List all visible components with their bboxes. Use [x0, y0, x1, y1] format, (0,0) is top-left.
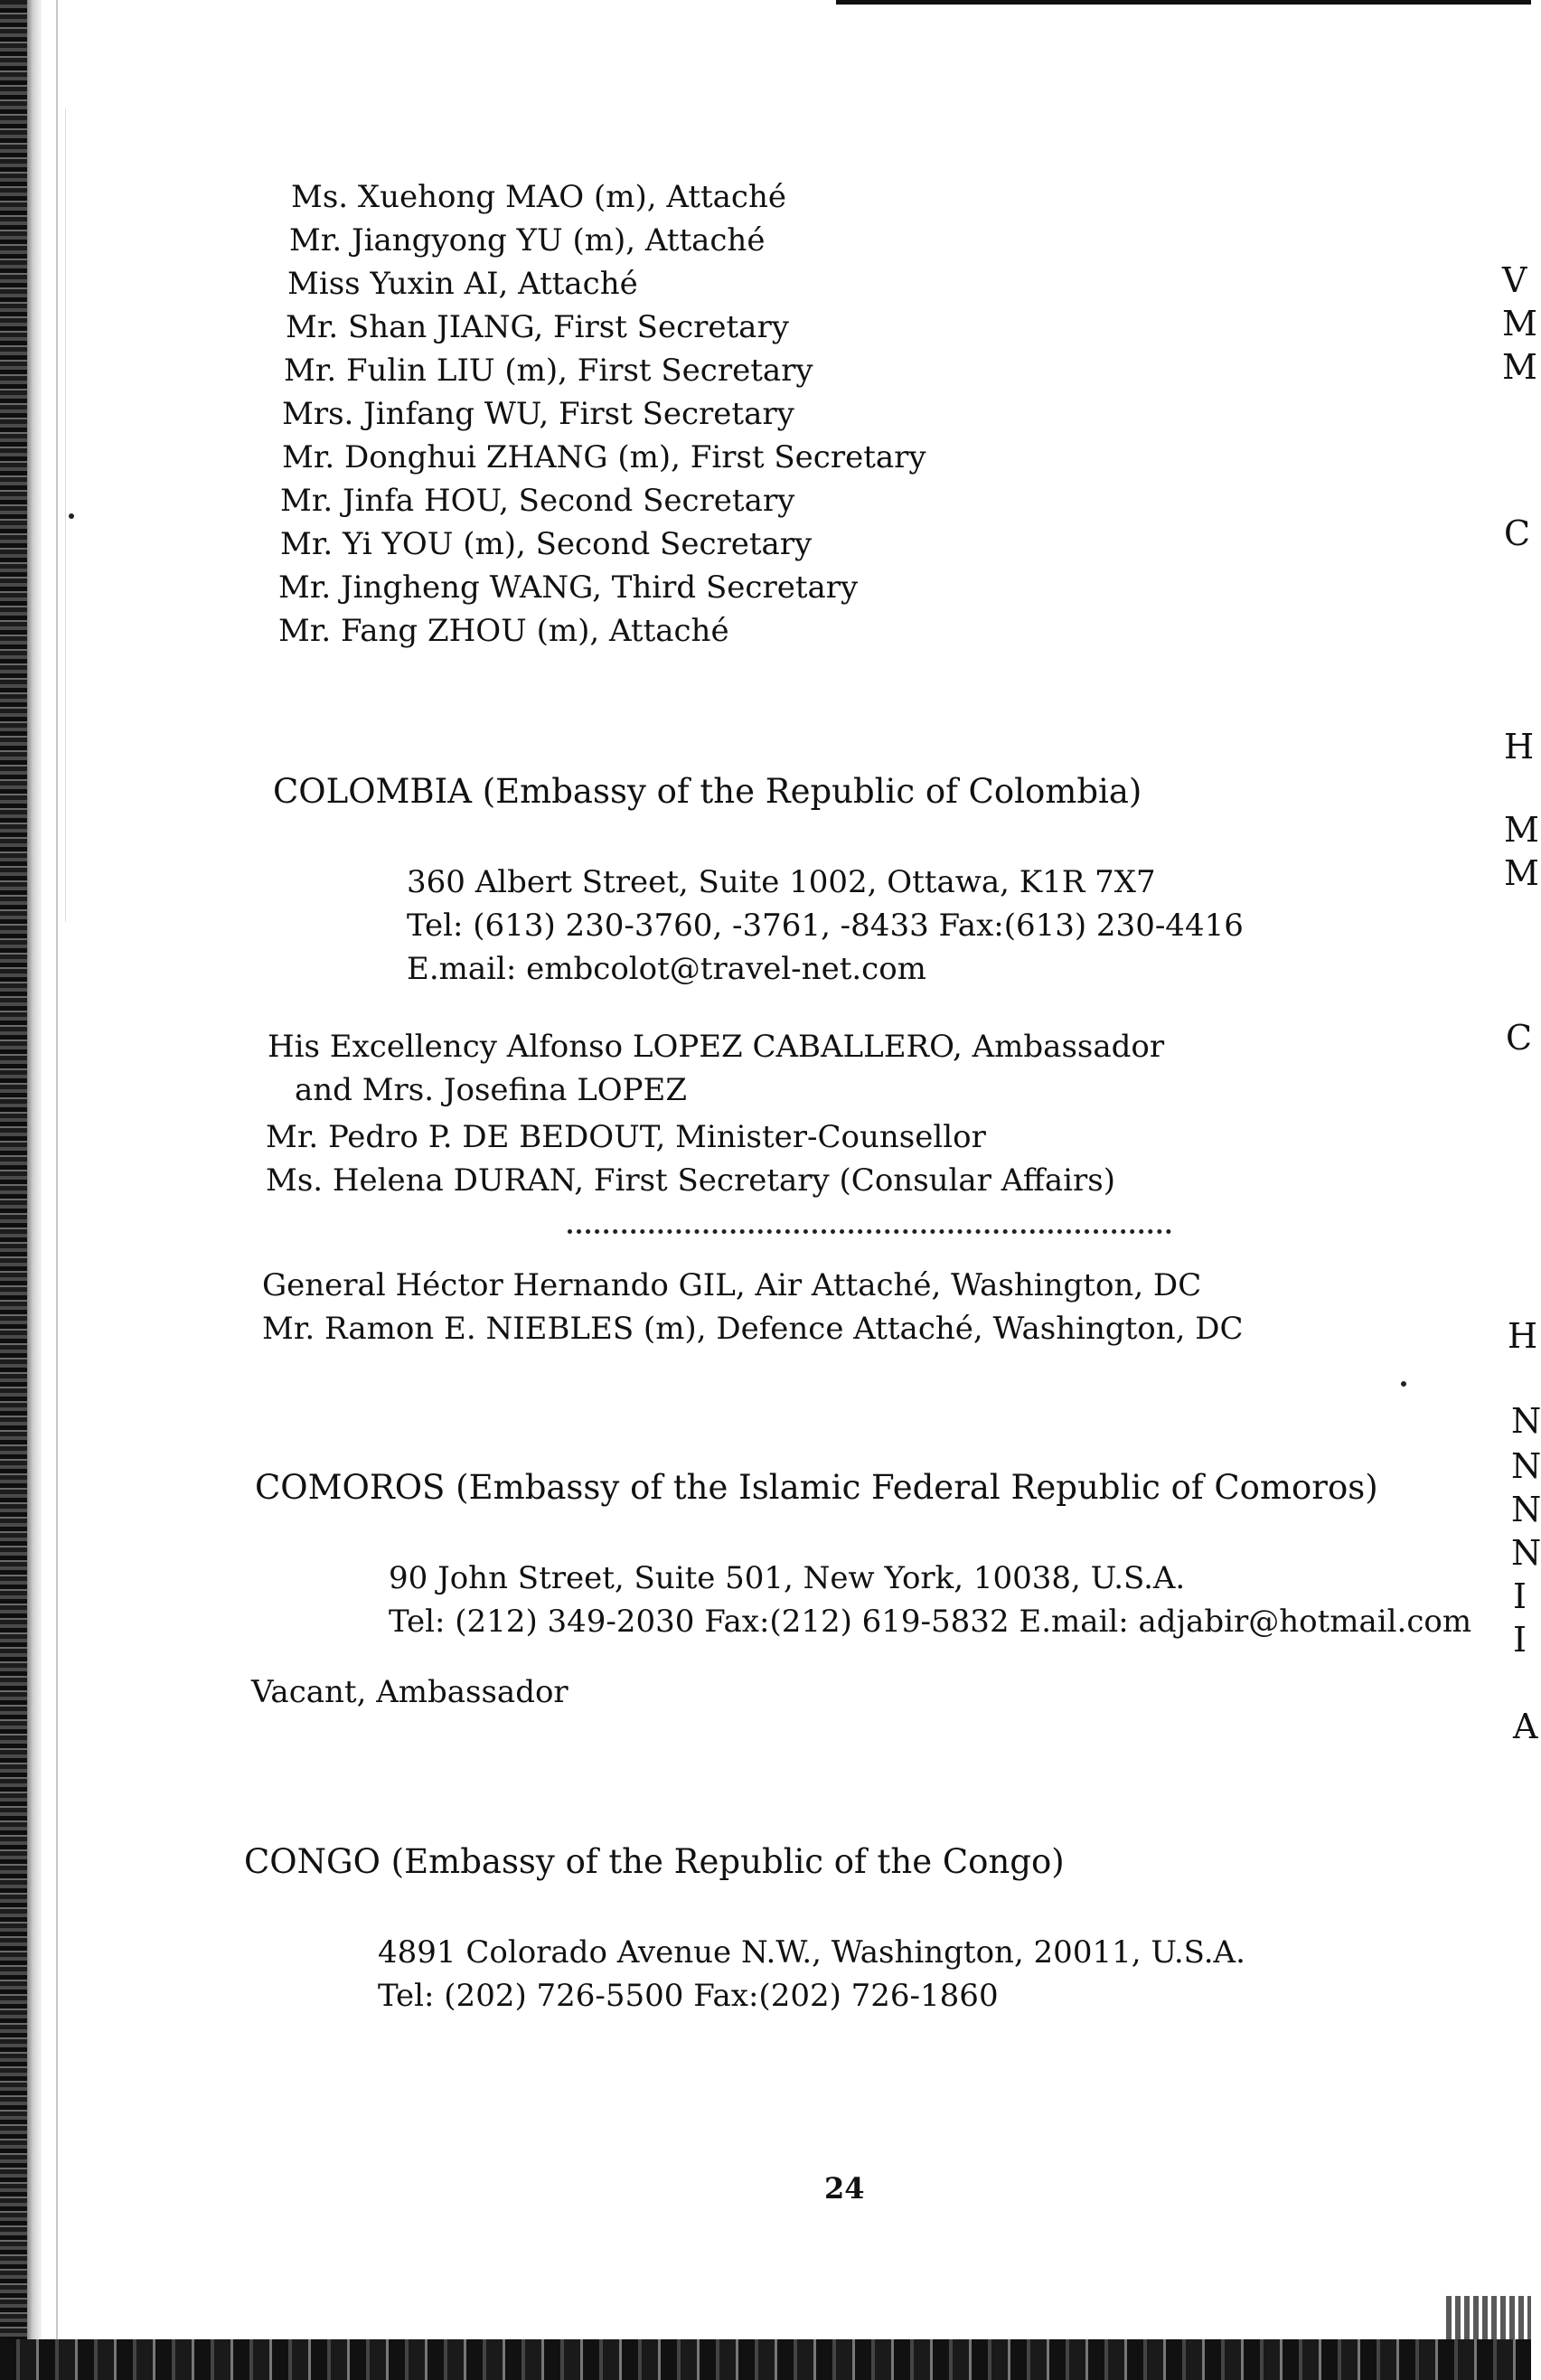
- gutter-line: [56, 0, 58, 2380]
- staff-line: Mr. Donghui ZHANG (m), First Secretary: [282, 439, 926, 475]
- edge-letter: N: [1511, 1446, 1541, 1486]
- edge-letter: A: [1513, 1707, 1538, 1746]
- edge-letter: M: [1502, 347, 1537, 387]
- gutter-line: [65, 108, 66, 922]
- staff-line: Mr. Jiangyong YU (m), Attaché: [289, 222, 766, 259]
- section-heading: COLOMBIA (Embassy of the Republic of Colombia): [273, 772, 1142, 811]
- edge-letter: N: [1511, 1490, 1541, 1529]
- staff-line: Mr. Pedro P. DE BEDOUT, Minister-Counsellor: [266, 1119, 986, 1155]
- staff-line: Mr. Fang ZHOU (m), Attaché: [278, 613, 729, 649]
- binding-shadow: [27, 0, 42, 2380]
- email-line: E.mail: embcolot@travel-net.com: [407, 951, 926, 987]
- phone-fax-line: Tel: (613) 230-3760, -3761, -8433 Fax:(613) 230-4416: [407, 908, 1244, 944]
- phone-fax-line: Tel: (212) 349-2030 Fax:(212) 619-5832 E.mail: adjabir@hotmail.com: [389, 1604, 1472, 1640]
- address-line: 360 Albert Street, Suite 1002, Ottawa, K1R 7X7: [407, 864, 1156, 900]
- edge-letter: I: [1513, 1620, 1527, 1660]
- address-line: 90 John Street, Suite 501, New York, 10038, U.S.A.: [389, 1560, 1186, 1596]
- edge-letter: C: [1504, 513, 1531, 553]
- scan-speck: [1401, 1381, 1406, 1387]
- staff-line: Mr. Shan JIANG, First Secretary: [286, 309, 789, 345]
- staff-line: His Excellency Alfonso LOPEZ CABALLERO, Ambassador: [268, 1029, 1165, 1065]
- section-heading: CONGO (Embassy of the Republic of the Congo): [244, 1842, 1065, 1881]
- staff-line: Mr. Fulin LIU (m), First Secretary: [284, 353, 813, 389]
- phone-fax-line: Tel: (202) 726-5500 Fax:(202) 726-1860: [378, 1978, 999, 2014]
- section-heading: COMOROS (Embassy of the Islamic Federal Republic of Comoros): [255, 1468, 1378, 1507]
- staff-line: Vacant, Ambassador: [251, 1674, 568, 1710]
- book-binding: [0, 0, 27, 2380]
- staff-line: Ms. Helena DURAN, First Secretary (Consular Affairs): [266, 1162, 1115, 1199]
- edge-letter: I: [1513, 1576, 1527, 1616]
- staff-line: and Mrs. Josefina LOPEZ: [295, 1072, 687, 1108]
- edge-letter: M: [1502, 304, 1537, 343]
- edge-letter: V: [1502, 260, 1527, 300]
- top-rule: [836, 0, 1531, 5]
- edge-letter: H: [1508, 1316, 1538, 1356]
- address-line: 4891 Colorado Avenue N.W., Washington, 20011, U.S.A.: [378, 1934, 1245, 1971]
- edge-letter: M: [1504, 853, 1539, 893]
- edge-letter: C: [1506, 1018, 1533, 1058]
- staff-line: Mr. Yi YOU (m), Second Secretary: [280, 526, 813, 562]
- staff-line: Mr. Jingheng WANG, Third Secretary: [278, 569, 859, 606]
- page-number: 24: [824, 2171, 865, 2206]
- edge-letter: M: [1504, 810, 1539, 850]
- edge-letter: N: [1511, 1401, 1541, 1441]
- bottom-scan-border: [0, 2339, 1531, 2380]
- edge-letter: H: [1504, 727, 1535, 767]
- scan-smudge: [1446, 2296, 1531, 2339]
- staff-line: General Héctor Hernando GIL, Air Attaché, Washington, DC: [262, 1267, 1202, 1303]
- staff-line: Mr. Ramon E. NIEBLES (m), Defence Attaché, Washington, DC: [262, 1311, 1244, 1347]
- scan-speck: [69, 513, 74, 519]
- edge-letter: N: [1511, 1533, 1541, 1573]
- dotted-separator: [568, 1229, 1171, 1234]
- staff-line: Mr. Jinfa HOU, Second Secretary: [280, 483, 795, 519]
- staff-line: Miss Yuxin AI, Attaché: [287, 266, 638, 302]
- staff-line: Ms. Xuehong MAO (m), Attaché: [291, 179, 786, 215]
- staff-line: Mrs. Jinfang WU, First Secretary: [282, 396, 794, 432]
